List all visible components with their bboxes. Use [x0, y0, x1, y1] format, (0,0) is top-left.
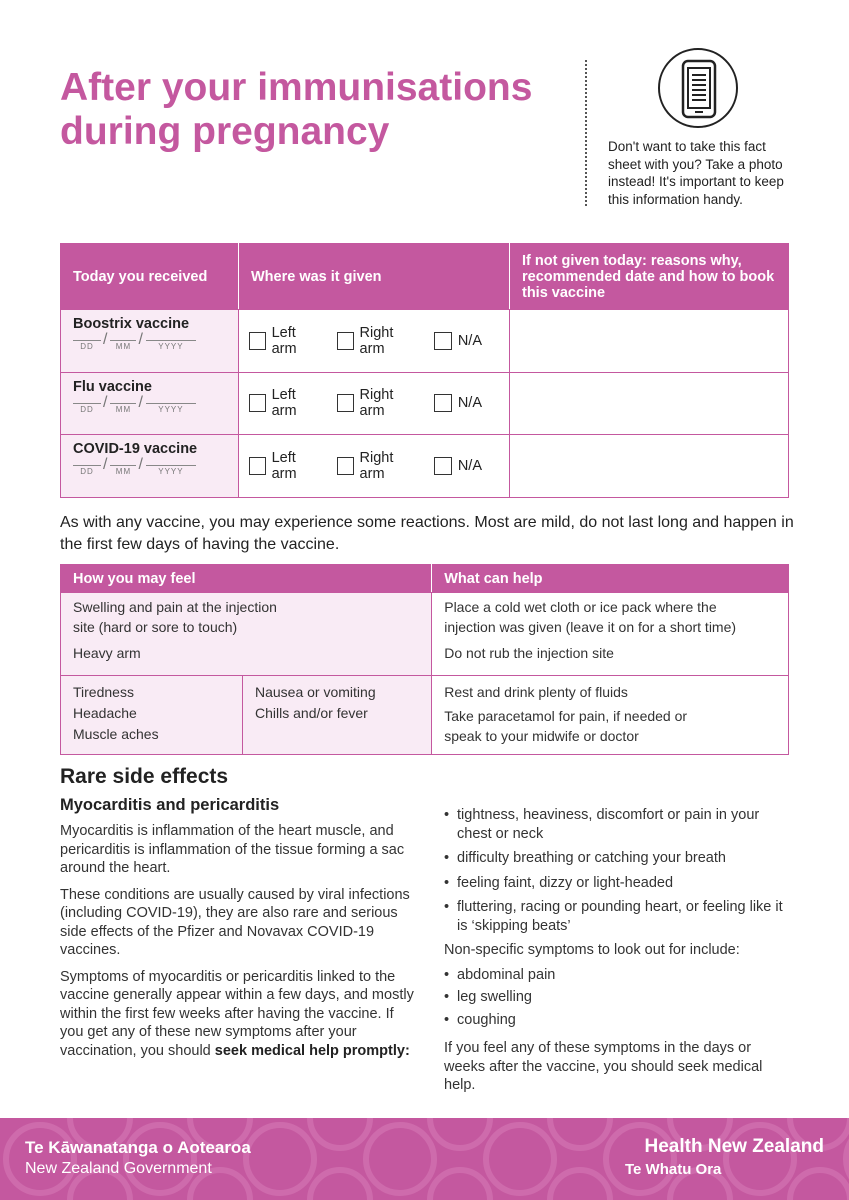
day-field[interactable]: DD — [73, 403, 101, 414]
year-field[interactable]: YYYY — [146, 403, 196, 414]
reactions-table — [60, 564, 789, 755]
table-row — [61, 676, 789, 755]
na-checkbox[interactable] — [434, 457, 482, 475]
day-field[interactable]: DD — [73, 465, 101, 476]
table-row — [61, 593, 789, 676]
feel-item: Nausea or vomiting — [255, 684, 376, 700]
table-row — [61, 310, 789, 373]
nonspecific-intro: Non-specific symptoms to look out for include: — [444, 942, 740, 958]
feel-item: Headache — [73, 705, 137, 721]
right-arm-checkbox[interactable] — [337, 387, 417, 419]
right-arm-checkbox[interactable] — [337, 325, 417, 357]
date-field[interactable]: DD / MM / YYYY — [73, 465, 226, 476]
list-item: • abdominal pain — [444, 966, 794, 985]
month-field[interactable]: MM — [110, 403, 136, 414]
photo-tip: Don't want to take this fact sheet with you? Take a photo instead! It's important to keep this information handy. — [608, 139, 784, 207]
paragraph — [60, 968, 415, 1061]
help-item: Do not rub the injection site — [444, 645, 614, 661]
reasons-field[interactable] — [510, 372, 789, 435]
year-field[interactable]: YYYY — [146, 340, 196, 351]
option-label: Left arm — [271, 324, 297, 357]
list-item: • fluttering, racing or pounding heart, or feeling like it is ‘skipping beats’ — [444, 898, 794, 935]
page-title: After your immunisations during pregnancy — [60, 66, 533, 153]
reactions-intro: As with any vaccine, you may experience some reactions. Most are mild, do not last long and happen in the first few days of having the vaccine. — [60, 514, 794, 553]
feel-item: Heavy arm — [73, 645, 141, 661]
nonspecific-list — [444, 966, 794, 1030]
list-item: • tightness, heaviness, discomfort or pain in your chest or neck — [444, 806, 794, 843]
right-column — [444, 806, 794, 1101]
footer — [0, 1118, 849, 1200]
feel-item: Tiredness — [73, 684, 134, 700]
brand-name: Health New Zealand — [644, 1136, 824, 1157]
option-label: Right arm — [359, 449, 394, 482]
header-reasons: If not given today: reasons why, recommended date and how to book this vaccine — [510, 244, 789, 310]
list-item: • coughing — [444, 1011, 794, 1030]
month-field[interactable]: MM — [110, 340, 136, 351]
vaccine-name: Flu vaccine — [73, 378, 152, 395]
year-field[interactable]: YYYY — [146, 465, 196, 476]
date-field[interactable]: DD / MM / YYYY — [73, 340, 226, 351]
header-feel: How you may feel — [61, 565, 432, 593]
right-arm-checkbox[interactable] — [337, 450, 417, 482]
table-row — [61, 435, 789, 498]
vaccine-record-table — [60, 243, 789, 498]
list-item: • leg swelling — [444, 988, 794, 1007]
header-where: Where was it given — [239, 244, 510, 310]
table-row — [61, 372, 789, 435]
option-label: N/A — [457, 395, 482, 412]
na-checkbox[interactable] — [434, 332, 482, 350]
option-label: Left arm — [271, 387, 297, 420]
option-label: Right arm — [359, 387, 394, 420]
feel-item: Swelling and pain at the injection site (hard or sore to touch) — [73, 599, 277, 635]
vertical-divider — [585, 60, 587, 206]
help-item: Place a cold wet cloth or ice pack where the injection was given (leave it on for a short time) — [444, 599, 737, 635]
list-item: • difficulty breathing or catching your breath — [444, 849, 794, 868]
left-arm-checkbox[interactable] — [249, 325, 320, 357]
option-label: Left arm — [271, 449, 297, 482]
symptom-list — [444, 806, 794, 935]
govt-name: New Zealand Government — [25, 1160, 212, 1177]
myocarditis-heading: Myocarditis and pericarditis — [60, 796, 280, 814]
vaccine-name: COVID-19 vaccine — [73, 441, 198, 457]
footer-pattern — [0, 1118, 849, 1200]
vaccine-name: Boostrix vaccine — [73, 316, 190, 332]
option-label: N/A — [457, 332, 482, 349]
brand-name-maori: Te Whatu Ora — [625, 1161, 722, 1178]
emphasis: seek medical help promptly: — [214, 1042, 410, 1059]
list-item: • feeling faint, dizzy or light-headed — [444, 874, 794, 893]
paragraph-text: Symptoms of myocarditis or pericarditis linked to the vaccine generally appear within a few days, and mostly within the first few weeks after having the vaccine. If you get any of these new symptoms after your vaccination, you should — [60, 968, 414, 1059]
header-received: Today you received — [61, 244, 239, 310]
help-item: Rest and drink plenty of fluids — [444, 684, 628, 700]
rare-heading: Rare side effects — [60, 765, 229, 788]
month-field[interactable]: MM — [110, 465, 136, 476]
feel-item: Chills and/or fever — [255, 705, 368, 721]
reasons-field[interactable] — [510, 310, 789, 373]
day-field[interactable]: DD — [73, 340, 101, 351]
na-checkbox[interactable] — [434, 394, 482, 412]
option-label: N/A — [457, 457, 482, 474]
date-field[interactable]: DD / MM / YYYY — [73, 403, 226, 414]
help-item: Take paracetamol for pain, if needed or speak to your midwife or doctor — [444, 708, 688, 744]
paragraph: These conditions are usually caused by viral infections (including COVID-19), they are also rare and serious side effects of the Pfizer and Novavax COVID-19 vaccines. — [60, 886, 410, 958]
reasons-field[interactable] — [510, 435, 789, 498]
govt-name-maori: Te Kāwanatanga o Aotearoa — [25, 1138, 251, 1157]
phone-icon — [658, 48, 738, 128]
paragraph: Myocarditis is inflammation of the heart muscle, and pericarditis is inflammation of the tissue forming a sac around the heart. — [60, 823, 405, 876]
feel-item: Muscle aches — [73, 726, 159, 742]
option-label: Right arm — [359, 324, 394, 357]
left-arm-checkbox[interactable] — [249, 387, 320, 419]
closing-paragraph: If you feel any of these symptoms in the days or weeks after the vaccine, you should seek medical help. — [444, 1040, 763, 1093]
header-help: What can help — [432, 565, 789, 593]
left-column — [60, 822, 415, 1068]
left-arm-checkbox[interactable] — [249, 450, 320, 482]
